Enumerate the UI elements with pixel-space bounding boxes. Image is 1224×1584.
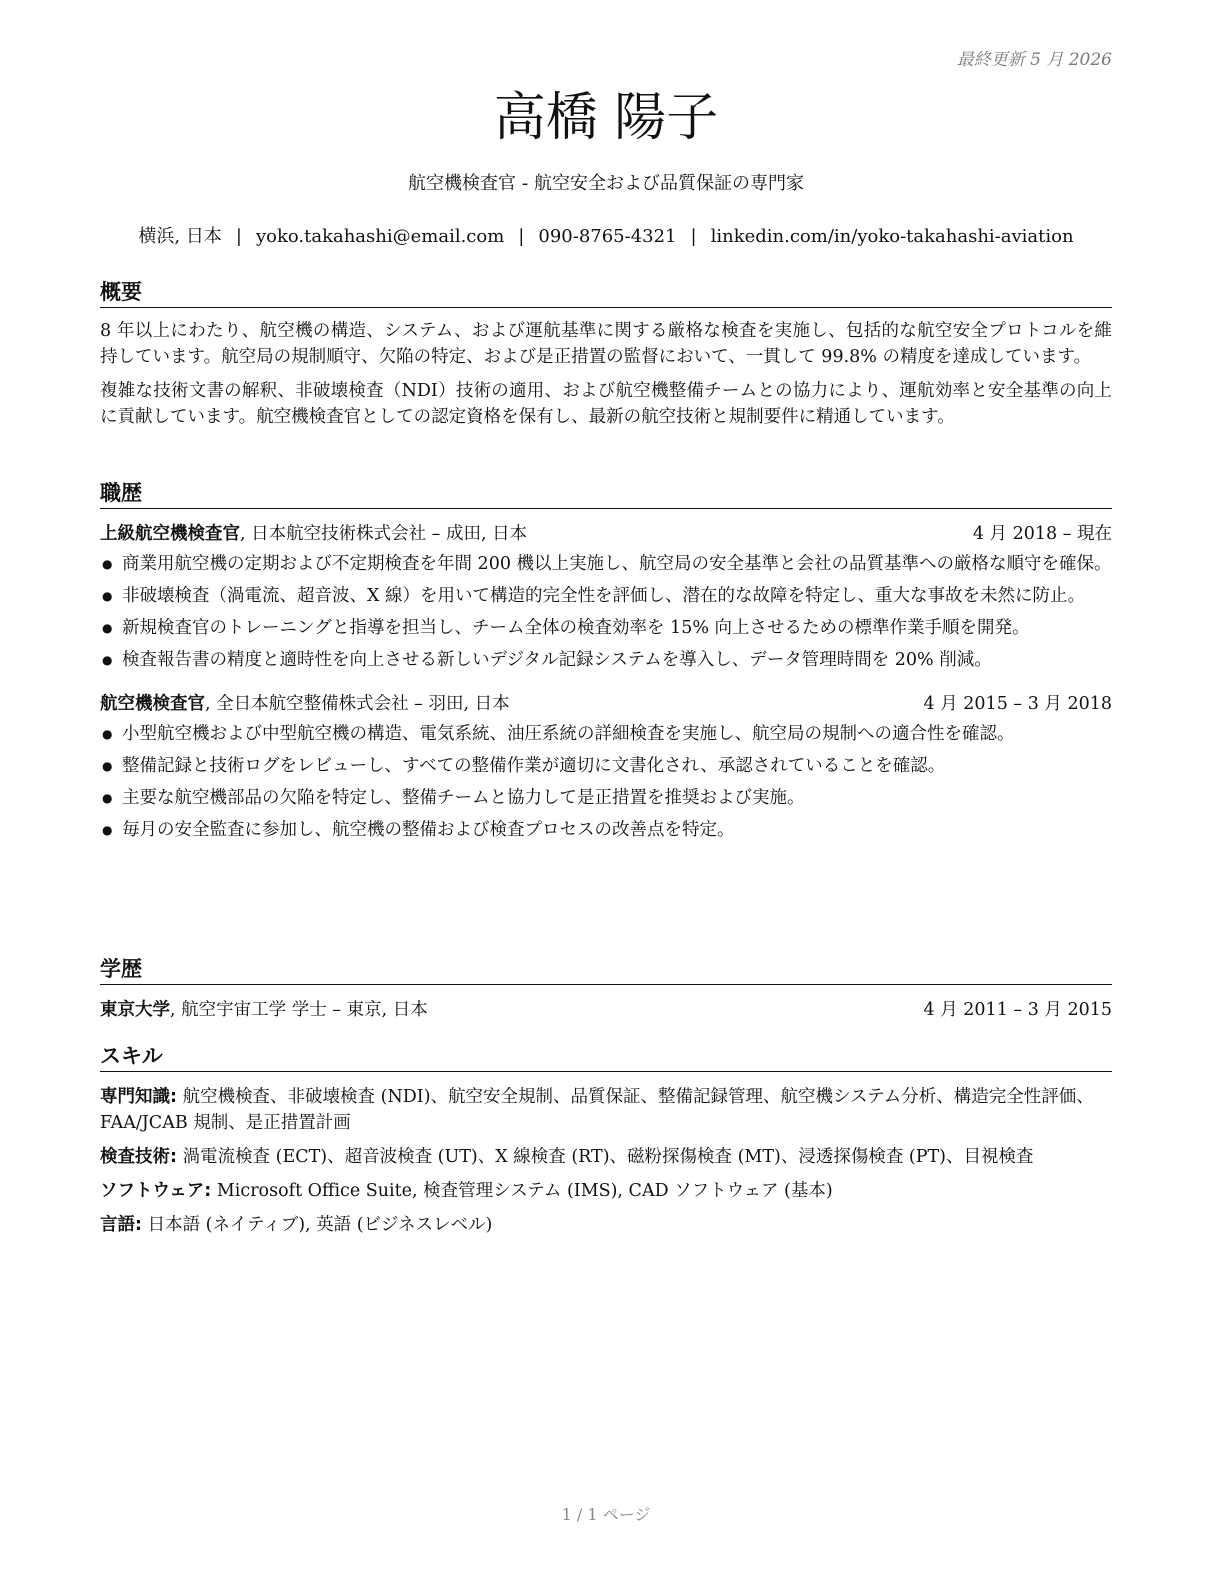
school-name: 東京大学: [100, 1000, 170, 1020]
job-bullets: [100, 551, 1112, 673]
skill-row: [100, 1178, 1112, 1204]
section-heading: 概要: [100, 278, 1112, 308]
resume-page: [100, 0, 1112, 1584]
skills-section: [100, 1042, 1112, 1238]
candidate-name: 高橋 陽子: [493, 88, 719, 148]
summary-section: [100, 278, 1112, 430]
contact-email[interactable]: yoko.takahashi@email.com: [255, 226, 505, 247]
section-heading: 学歴: [100, 955, 1112, 985]
list-item: ● 小型航空機および中型航空機の構造、電気系統、油圧系統の詳細検査を実施し、航空局の規制への適合性を確認。: [100, 721, 1112, 747]
list-item: ● 整備記録と技術ログをレビューし、すべての整備作業が適切に文書化され、承認されていることを確認。: [100, 753, 1112, 779]
education-section: [100, 955, 1112, 1023]
skill-label: 専門知識:: [100, 1087, 177, 1107]
contact-separator: |: [518, 226, 525, 247]
skill-row: [100, 1084, 1112, 1136]
skill-value: 日本語 (ネイティブ), 英語 (ビジネスレベル): [142, 1215, 493, 1235]
contact-line: [100, 224, 1112, 250]
headline: 航空機検査官 - 航空安全および品質保証の専門家: [408, 173, 804, 194]
list-item: ● 新規検査官のトレーニングと指導を担当し、チーム全体の検査効率を 15% 向上させるための標準作業手順を開発。: [100, 615, 1112, 641]
contact-linkedin[interactable]: linkedin.com/in/yoko-takahashi-aviation: [710, 226, 1074, 247]
experience-section: [100, 479, 1112, 849]
summary-paragraph: 複雑な技術文書の解釈、非破壊検査（NDI）技術の適用、および航空機整備チームとの協力により、運航効率と安全基準の向上に貢献しています。航空機検査官としての認定資格を保有し、最新の航空技術と規制要件に精通しています。: [100, 381, 1112, 427]
skill-value: 航空機検査、非破壊検査 (NDI)、航空安全規制、品質保証、整備記録管理、航空機システム分析、構造完全性評価、FAA/JCAB 規制、是正措置計画: [100, 1087, 1094, 1133]
job-title: 上級航空機検査官: [100, 524, 240, 544]
contact-location: 横浜, 日本: [138, 226, 222, 247]
summary-paragraph: 8 年以上にわたり、航空機の構造、システム、および運航基準に関する厳格な検査を実施し、包括的な航空安全プロトコルを維持しています。航空局の規制順守、欠陥の特定、および是正措置の監督において、一貫して 99.8% の精度を達成しています。: [100, 321, 1112, 367]
job-dates: 4 月 2015 – 3 月 2018: [923, 694, 1112, 714]
job-bullets: [100, 721, 1112, 843]
list-item: ● 非破壊検査（渦電流、超音波、X 線）を用いて構造的完全性を評価し、潜在的な故障を特定し、重大な事故を未然に防止。: [100, 583, 1112, 609]
education-dates: 4 月 2011 – 3 月 2015: [923, 1000, 1112, 1020]
degree: , 航空宇宙工学 学士 – 東京, 日本: [170, 1000, 428, 1020]
skill-label: 検査技術:: [100, 1147, 177, 1167]
contact-separator: |: [235, 226, 242, 247]
job-header: [100, 521, 1112, 547]
job-title: 航空機検査官: [100, 694, 205, 714]
last-updated: 最終更新 5 月 2026: [956, 50, 1112, 70]
skill-label: 言語:: [100, 1215, 142, 1235]
list-item: ● 主要な航空機部品の欠陥を特定し、整備チームと協力して是正措置を推奨および実施。: [100, 785, 1112, 811]
section-heading: スキル: [100, 1042, 1112, 1072]
skill-row: [100, 1212, 1112, 1238]
job-org: , 日本航空技術株式会社 – 成田, 日本: [240, 524, 528, 544]
job-dates: 4 月 2018 – 現在: [972, 524, 1112, 544]
job-header: [100, 691, 1112, 717]
list-item: ● 商業用航空機の定期および不定期検査を年間 200 機以上実施し、航空局の安全基準と会社の品質基準への厳格な順守を確保。: [100, 551, 1112, 577]
contact-separator: |: [690, 226, 697, 247]
list-item: ● 検査報告書の精度と適時性を向上させる新しいデジタル記録システムを導入し、データ管理時間を 20% 削減。: [100, 647, 1112, 673]
list-item: ● 毎月の安全監査に参加し、航空機の整備および検査プロセスの改善点を特定。: [100, 817, 1112, 843]
page-number: 1 / 1 ページ: [561, 1505, 651, 1524]
skill-label: ソフトウェア:: [100, 1181, 212, 1201]
education-row: [100, 997, 1112, 1023]
contact-phone[interactable]: 090-8765-4321: [538, 226, 677, 247]
skill-value: Microsoft Office Suite, 検査管理システム (IMS), CAD ソフトウェア (基本): [211, 1181, 833, 1201]
skill-value: 渦電流検査 (ECT)、超音波検査 (UT)、X 線検査 (RT)、磁粉探傷検査 (MT)、浸透探傷検査 (PT)、目視検査: [177, 1147, 1034, 1167]
section-heading: 職歴: [100, 479, 1112, 509]
job-org: , 全日本航空整備株式会社 – 羽田, 日本: [205, 694, 510, 714]
skill-row: [100, 1144, 1112, 1170]
